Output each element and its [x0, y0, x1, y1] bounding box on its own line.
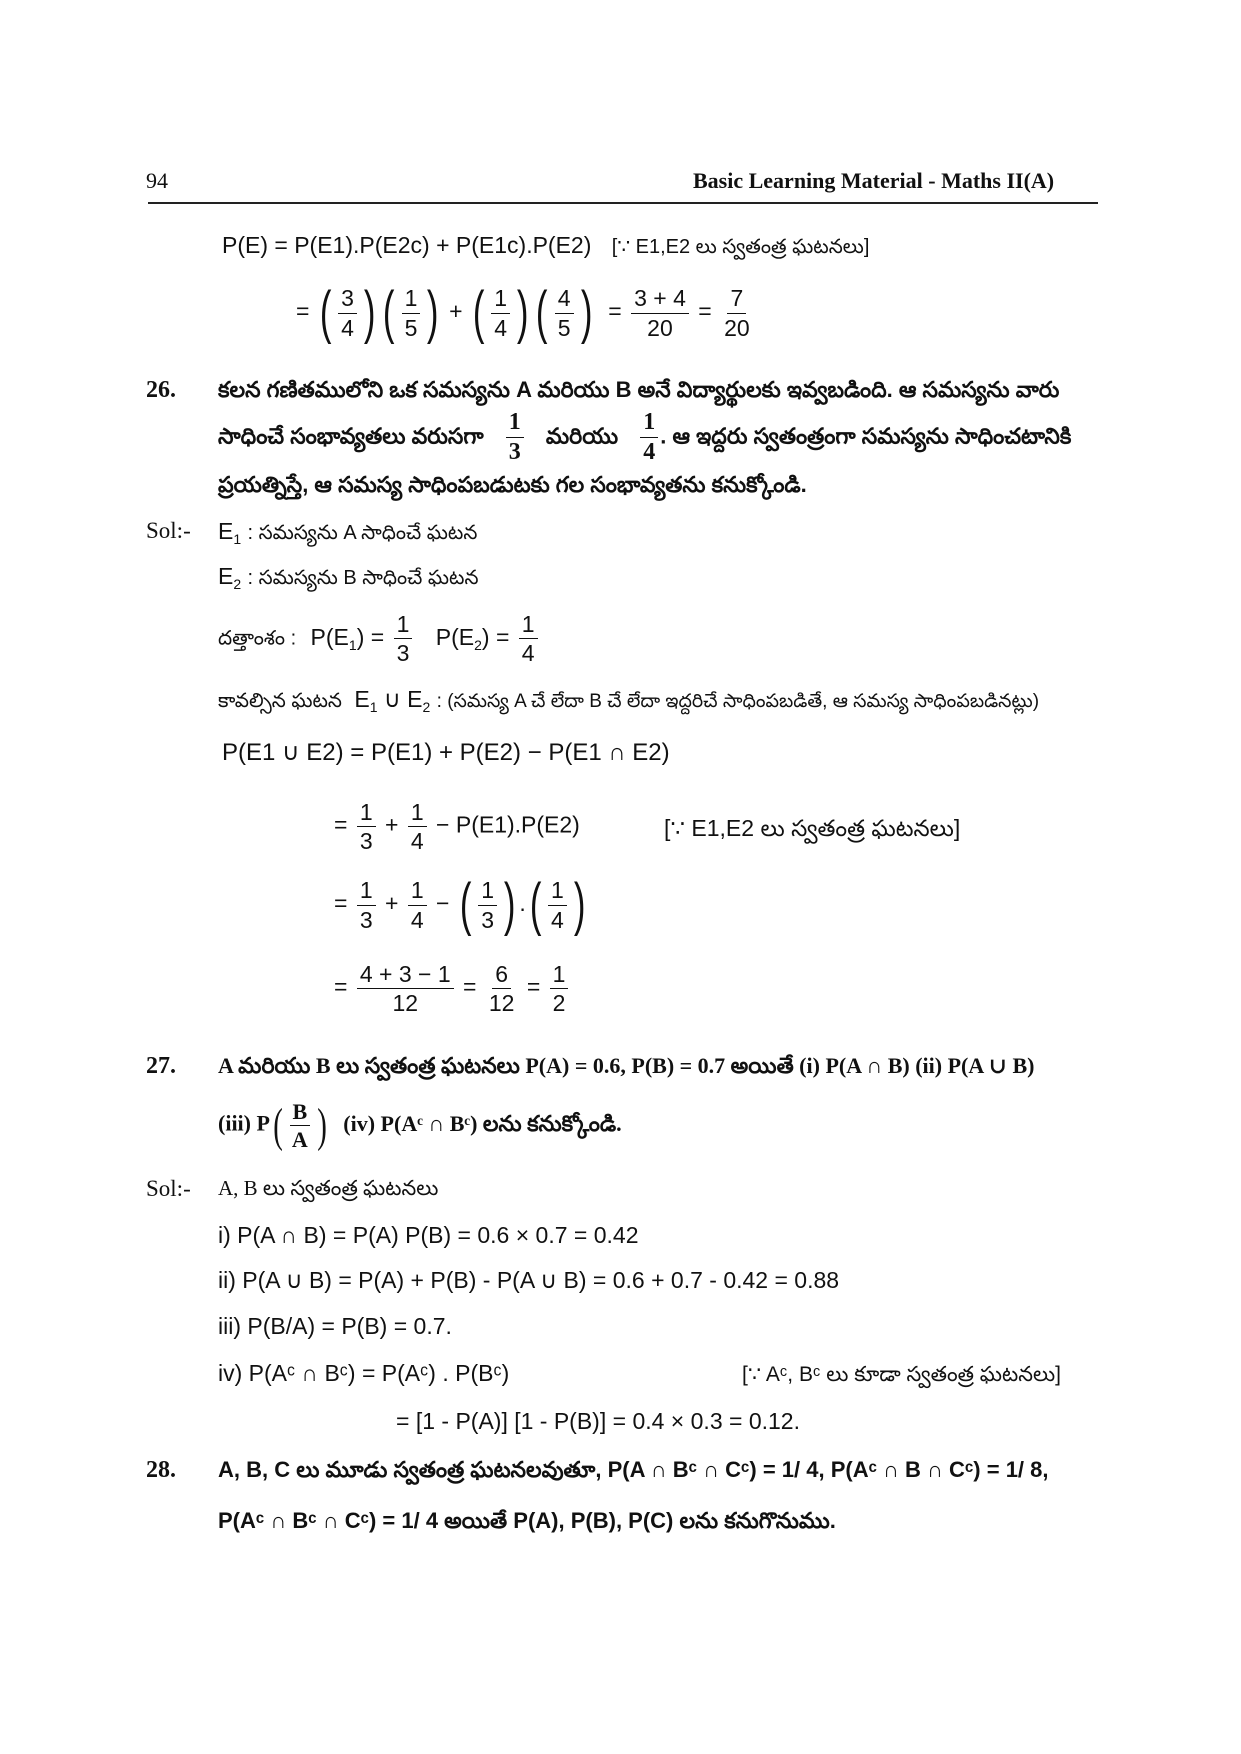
- sol26-union-formula: P(E1 ∪ E2) = P(E1) + P(E2) − P(E1 ∩ E2): [222, 739, 670, 766]
- question-number-26: 26.: [146, 377, 176, 403]
- sol26-e2-line: $E_2$ : సమస్యను B సాధించే ఘటన: [218, 563, 479, 592]
- frac-denominator: 4: [494, 314, 508, 341]
- sol26-step-3: = $\frac{4 + 3 - 1}{12}$ = $\frac{6}{12}$ = $\frac{1}{2}$: [334, 962, 571, 1015]
- q28-line-1: A, B, C లు మూడు స్వతంత్ర ఘటనలవుతూ, P(A ∩ Bᶜ ∩ Cᶜ) = 1/ 4, P(Aᶜ ∩ B ∩ Cᶜ) = 1/ 8,: [218, 1457, 1049, 1482]
- q26-line-2-pre: సాధించే సంభావ్యతలు వరుసగా: [218, 423, 484, 449]
- frac-numerator: 1: [357, 878, 376, 905]
- frac-denominator: 4: [410, 828, 424, 855]
- sol26-step-1-tail: − P(E1).P(E2): [436, 811, 580, 838]
- frac-numerator: B: [290, 1100, 311, 1126]
- q26-line-1: కలన గణితములోని ఒక సమస్యను A మరియు B అనే విద్యార్థులకు ఇవ్వబడింది. ఆ సమస్యను వారు: [218, 377, 1060, 402]
- sol27-part-iv-note: [∵ Aᶜ, Bᶜ లు కూడా స్వతంత్ర ఘటనలు]: [742, 1363, 1061, 1386]
- frac-numerator: 6: [492, 962, 511, 989]
- running-header-title: Basic Learning Material - Maths II(A): [693, 168, 1055, 193]
- frac-denominator: 20: [724, 314, 750, 341]
- frac-denominator: 4: [643, 439, 656, 466]
- sol26-required-label: కావల్సిన ఘటన: [218, 690, 342, 712]
- frac-numerator: 3 + 4: [631, 286, 689, 313]
- question-number-28: 28.: [146, 1457, 176, 1483]
- frac-denominator: 4: [521, 640, 535, 667]
- sol26-e1-text: : సమస్యను A సాధించే ఘటన: [247, 522, 478, 544]
- sol26-given-label: దత్తాంశం :: [218, 627, 297, 650]
- frac-numerator: 4: [555, 286, 574, 313]
- frac-denominator: 3: [359, 906, 373, 933]
- prev-formula: P(E) = P(E1).P(E2c) + P(E1c).P(E2): [222, 232, 592, 258]
- frac-denominator: 3: [396, 640, 410, 667]
- sol27-part-iv-line-2: = [1 - P(A)] [1 - P(B)] = 0.4 × 0.3 = 0.12.: [396, 1408, 800, 1434]
- sol27-part-iv: iv) P(Aᶜ ∩ Bᶜ) = P(Aᶜ) . P(Bᶜ): [218, 1360, 510, 1386]
- frac-numerator: 3: [338, 286, 357, 313]
- q27-line-2: (iii) P ( $\frac{B}{A}$ ) (iv) P(Aᶜ ∩ Bᶜ) లను కనుక్కోండి.: [218, 1098, 622, 1153]
- frac-numerator: 1: [478, 878, 497, 905]
- frac-denominator: 3: [359, 828, 373, 855]
- sol26-step-1-note: [∵ E1,E2 లు స్వతంత్ర ఘటనలు]: [664, 815, 961, 841]
- sol27-label: Sol:-: [146, 1176, 191, 1201]
- q27-line-2-post: (iv) P(Aᶜ ∩ Bᶜ) లను కనుక్కోండి.: [343, 1110, 622, 1136]
- q26-line-2-post: . ఆ ఇద్దరు స్వతంత్రంగా సమస్యను సాధించటానికి: [660, 423, 1072, 449]
- q26-line-2-mid: మరియు: [545, 423, 619, 449]
- frac-numerator: 1: [402, 286, 421, 313]
- sol26-given-line: దత్తాంశం : $P(E_1)$ = $\frac{1}{3}$ $P(E_2)$ = $\frac{1}{4}$: [218, 612, 541, 665]
- frac-denominator: A: [291, 1127, 308, 1153]
- prev-formula-line: [222, 232, 869, 263]
- sol27-intro: A, B లు స్వతంత్ర ఘటనలు: [218, 1176, 439, 1200]
- frac-denominator: 5: [557, 314, 571, 341]
- header-rule: [148, 202, 1098, 204]
- frac-denominator: 4: [410, 906, 424, 933]
- frac-numerator: 1: [548, 878, 567, 905]
- sol26-step-2: = $\frac{1}{3}$ + $\frac{1}{4}$ − ( $\frac{1}{3}$ ) . ( $\frac{1}{4}$ ): [334, 872, 586, 937]
- prev-fraction-line: = ( $\frac{3}{4}$ ) ( $\frac{1}{5}$ ) + ( $\frac{1}{4}$ ) ( $\frac{4}{5}$ ) = $\frac{3 + 4}{20}$ = $\frac{7}{20}$: [296, 284, 756, 342]
- q27-line-2-pre: (iii) P: [218, 1110, 270, 1136]
- q27-line-1: A మరియు B లు స్వతంత్ర ఘటనలు P(A) = 0.6, P(B) = 0.7 అయితే (i) P(A ∩ B) (ii) P(A ∪ B): [218, 1053, 1035, 1078]
- frac-numerator: 1: [408, 800, 427, 827]
- frac-denominator: 12: [392, 990, 419, 1017]
- frac-denominator: 20: [647, 314, 673, 341]
- sol26-e2-text: : సమస్యను B సాధించే ఘటన: [247, 567, 479, 589]
- question-number-27: 27.: [146, 1053, 176, 1079]
- sol26-required-note: : (సమస్య A చే లేదా B చే లేదా ఇద్దరిచే సాధింపబడితే, ఆ సమస్య సాధింపబడినట్లు): [436, 691, 1040, 712]
- sol26-step-1: = $\frac{1}{3}$ + $\frac{1}{4}$ − P(E1).P(E2): [334, 799, 580, 855]
- page-number: 94: [146, 168, 168, 193]
- frac-denominator: 5: [404, 314, 418, 341]
- q28-line-2: P(Aᶜ ∩ Bᶜ ∩ Cᶜ) = 1/ 4 అయితే P(A), P(B), P(C) లను కనుగొనుము.: [218, 1508, 836, 1533]
- frac-denominator: 4: [551, 906, 564, 933]
- frac-numerator: 4 + 3 − 1: [357, 962, 454, 989]
- sol27-part-iii: iii) P(B/A) = P(B) = 0.7.: [218, 1313, 452, 1339]
- frac-numerator: 1: [519, 612, 538, 639]
- sol26-e1-line: $E_1$ : సమస్యను A సాధించే ఘటన: [218, 518, 478, 547]
- frac-numerator: 1: [550, 962, 569, 989]
- frac-denominator: 4: [341, 314, 354, 341]
- frac-denominator: 3: [508, 439, 521, 466]
- sol26-required-line: కావల్సిన ఘటన $E_1$ ∪ $E_2$ : (సమస్య A చే లేదా B చే లేదా ఇద్దరిచే సాధింపబడితే, ఆ సమస్య సాధింపబడినట్లు): [218, 686, 1040, 715]
- sol27-part-i: i) P(A ∩ B) = P(A) P(B) = 0.6 × 0.7 = 0.42: [218, 1222, 639, 1248]
- q26-line-2: [218, 410, 1071, 465]
- frac-numerator: 7: [727, 286, 746, 313]
- frac-numerator: 1: [394, 612, 413, 639]
- frac-numerator: 1: [408, 878, 427, 905]
- q26-line-3: ప్రయత్నిస్తే, ఆ సమస్య సాధింపబడుటకు గల సంభావ్యతను కనుక్కోండి.: [218, 472, 807, 497]
- frac-denominator: 3: [481, 906, 494, 933]
- prev-formula-note: [∵ E1,E2 లు స్వతంత్ర ఘటనలు]: [611, 236, 870, 258]
- frac-numerator: 1: [506, 410, 524, 438]
- sol27-part-ii: ii) P(A ∪ B) = P(A) + P(B) - P(A ∪ B) = 0.6 + 0.7 - 0.42 = 0.88: [218, 1267, 840, 1293]
- sol26-label: Sol:-: [146, 518, 191, 543]
- frac-numerator: 1: [357, 800, 376, 827]
- frac-denominator: 12: [488, 990, 515, 1017]
- frac-numerator: 1: [640, 410, 658, 438]
- frac-numerator: 1: [491, 286, 510, 313]
- frac-denominator: 2: [552, 990, 566, 1017]
